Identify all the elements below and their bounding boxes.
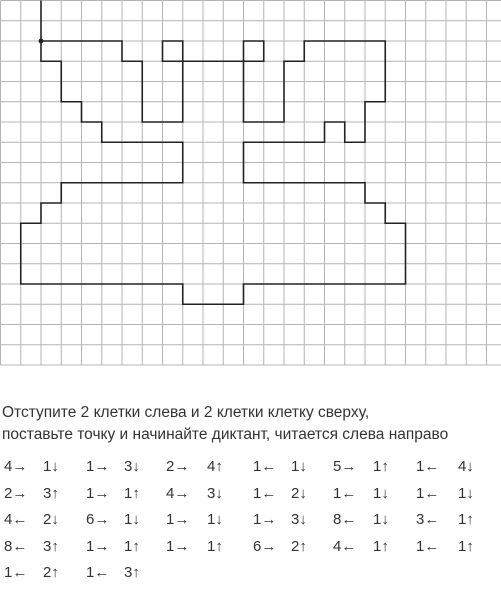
- dictation-step: 4←: [333, 537, 357, 555]
- dictation-step: 4↑: [207, 458, 223, 475]
- dictation-step: 1↓: [291, 458, 307, 475]
- dictation-step: 1→: [166, 537, 190, 555]
- dictation-step: 2↑: [291, 537, 307, 555]
- dictation-step: 3↑: [43, 537, 59, 555]
- dictation-step: 4→: [166, 484, 190, 502]
- dictation-step: 4←: [4, 511, 28, 528]
- dictation-step: 1↑: [373, 537, 389, 555]
- dictation-step: 1←: [333, 484, 357, 502]
- dictation-row: [0, 454, 501, 480]
- instructions-line-2: поставьте точку и начинайте диктант, читается слева направо: [2, 426, 449, 443]
- dictation-step: 1↑: [124, 537, 140, 555]
- dictation-step: 1↓: [43, 458, 59, 475]
- dictation-step: 1↑: [458, 511, 474, 528]
- dictation-row: [0, 481, 501, 507]
- dictation-step: 3←: [416, 511, 440, 528]
- dictation-step: 1→: [166, 511, 190, 528]
- dictation-step: 1↑: [207, 537, 223, 555]
- dictation-step: 4→: [4, 458, 28, 475]
- dictation-step: 1→: [253, 511, 277, 528]
- dictation-step: 1↓: [373, 484, 389, 502]
- dictation-step: 1←: [4, 564, 28, 581]
- dictation-row: [0, 560, 501, 586]
- dictation-step: 1←: [416, 458, 440, 475]
- dictation-step: 6→: [253, 537, 277, 555]
- dictation-step: 8←: [4, 537, 28, 555]
- dictation-step: 5→: [333, 458, 357, 475]
- dictation-step: 1→: [86, 484, 110, 502]
- dictation-step: 2→: [4, 484, 28, 502]
- dictation-step: 3↓: [124, 458, 140, 475]
- dictation-step: 1→: [86, 458, 110, 475]
- dictation-step: 2↑: [43, 564, 59, 581]
- dictation-step: 6→: [86, 511, 110, 528]
- dictation-step: 1↓: [373, 511, 389, 528]
- dictation-step: 3↓: [291, 511, 307, 528]
- dictation-step: 1←: [253, 458, 277, 475]
- dictation-step: 1←: [416, 484, 440, 502]
- dictation-step: 3↑: [124, 564, 140, 581]
- dictation-step: 2↓: [43, 511, 59, 528]
- dictation-step: 1←: [253, 484, 277, 502]
- dictation-step: 8←: [333, 511, 357, 528]
- dictation-step: 1←: [86, 564, 110, 581]
- dictation-row: [0, 507, 501, 533]
- dictation-step: 1↓: [207, 511, 223, 528]
- instructions-line-1: Отступите 2 клетки слева и 2 клетки клетку сверху,: [2, 404, 370, 421]
- dictation-step: 1←: [416, 537, 440, 555]
- dictation-step: 1→: [86, 537, 110, 555]
- dictation-step: 2↓: [291, 484, 307, 502]
- figure-outline: [21, 1, 406, 305]
- dictation-step: 4↓: [458, 458, 474, 475]
- dictation-step: 1↑: [124, 484, 140, 502]
- dictation-step: 2→: [166, 458, 190, 475]
- dictation-step: 3↑: [43, 484, 59, 502]
- dictation-row: [0, 534, 501, 560]
- dictation-step: 1↓: [124, 511, 140, 528]
- dictation-step: 1↑: [373, 458, 389, 475]
- instructions-text: [2, 402, 500, 446]
- dictation-step: 1↑: [458, 537, 474, 555]
- start-point-dot: [39, 39, 44, 44]
- dictation-step: 3↓: [207, 484, 223, 502]
- dictation-step: 1↓: [458, 484, 474, 502]
